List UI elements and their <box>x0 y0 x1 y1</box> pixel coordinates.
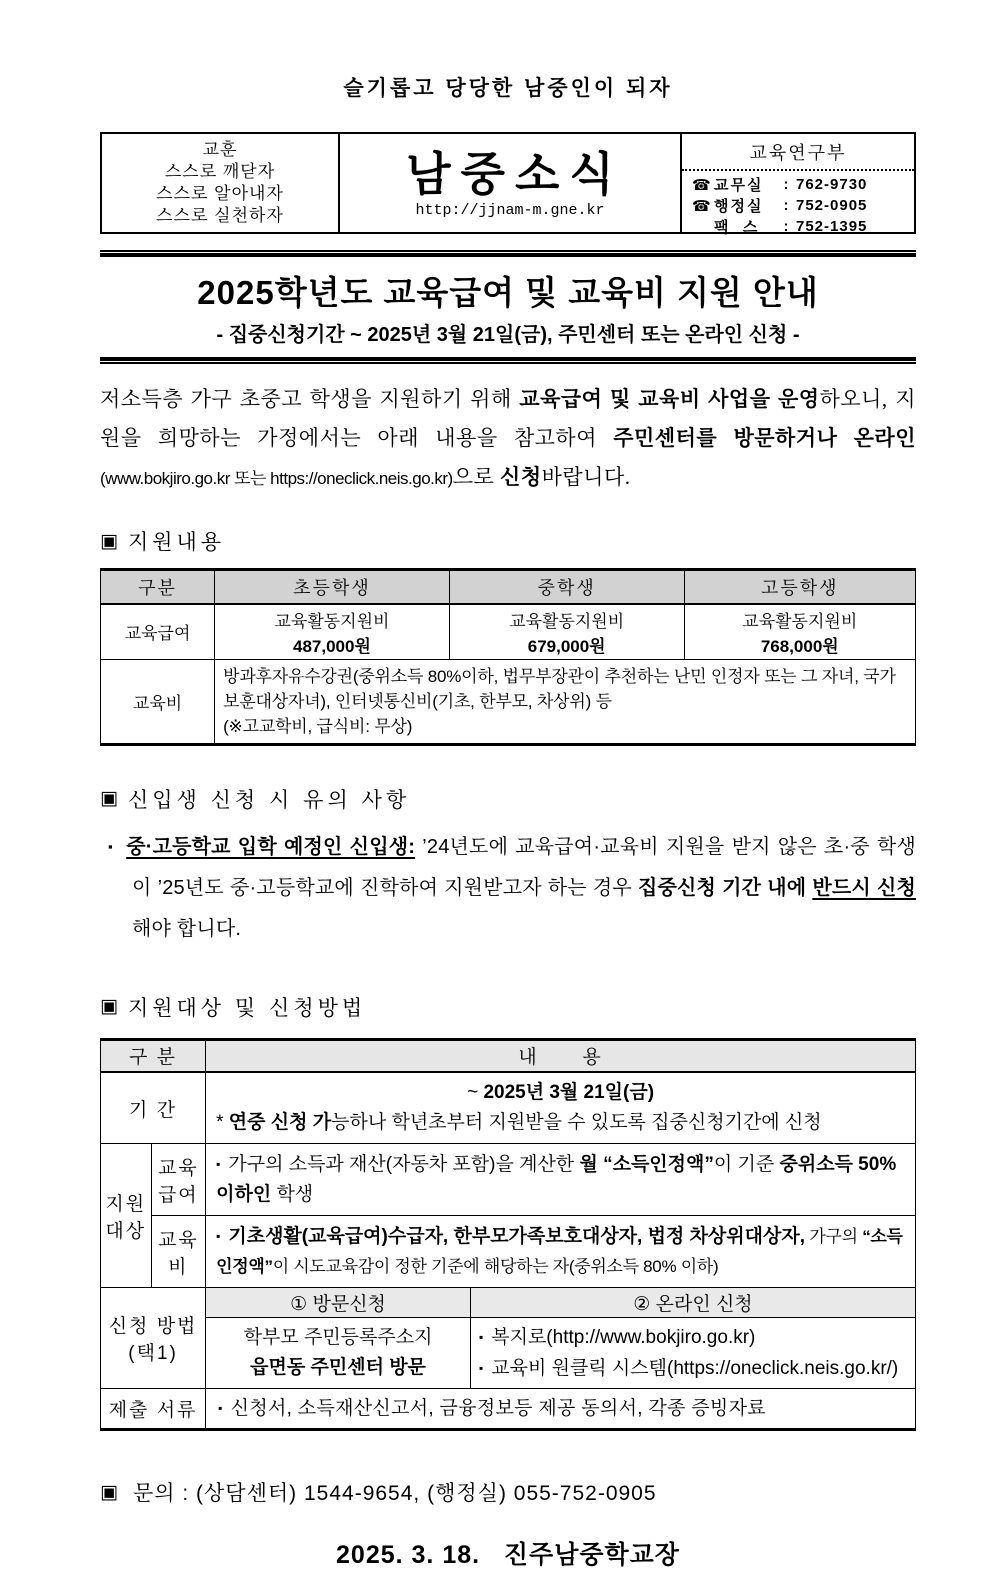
text-segment: 신청 <box>500 465 542 489</box>
phone-icon: ☎ <box>692 176 711 194</box>
period-note <box>216 1108 905 1138</box>
row-label: 기 간 <box>101 1072 206 1144</box>
section-heading-text: 신입생 신청 시 유의 사항 <box>127 788 411 812</box>
contact-label: 행정실 <box>714 198 764 215</box>
method-header-row <box>101 1288 916 1318</box>
apply-table-header-row <box>101 1039 916 1072</box>
text-segment: 저소득층 가구 초중고 학생을 지원하기 위해 <box>100 387 520 411</box>
text-segment: 중위소득 50% 이하인 <box>216 1154 897 1205</box>
contact-colon: : <box>783 176 789 193</box>
masthead <box>100 132 916 234</box>
row-label: 교육비 <box>101 659 215 744</box>
documents-content <box>206 1389 916 1430</box>
motto-line: 스스로 알아내자 <box>156 184 284 203</box>
contact-rows <box>682 171 914 240</box>
benefit-amount: 487,000원 <box>293 636 371 656</box>
motto-title: 교훈 <box>202 140 238 159</box>
text-segment: ~ <box>467 1082 484 1103</box>
contact-row <box>692 195 906 216</box>
contact-number: 752-0905 <box>796 197 868 214</box>
bullet-icon: ▪ <box>218 1401 223 1415</box>
text-segment: 반드시 신청 <box>812 876 917 899</box>
inquiry-text: 문의 : (상담센터) 1544-9654, (행정실) 055-752-0905 <box>132 1482 657 1505</box>
text-segment: 집중신청 기간 내에 <box>638 876 813 899</box>
section-marker-icon: ▣ <box>100 788 118 809</box>
title-rule-top <box>100 250 916 257</box>
section-heading-text: 지원대상 및 신청방법 <box>127 996 367 1020</box>
notice-text <box>126 836 916 940</box>
target-expense-row <box>101 1216 916 1288</box>
contact-colon: : <box>783 218 789 235</box>
target-benefit-text <box>216 1154 896 1205</box>
text-segment: 가구의 <box>804 1227 863 1246</box>
text-segment: “소득인정액” <box>216 1227 903 1276</box>
visit-column-header: ① 방문신청 <box>206 1288 471 1318</box>
support-table <box>100 568 916 746</box>
benefit-cell <box>215 604 450 660</box>
section-heading-text: 지원내용 <box>127 531 226 554</box>
text-segment: 교육급여 및 교육비 사업을 운영 <box>519 387 820 411</box>
contact-number: 762-9730 <box>796 176 868 193</box>
online-item <box>479 1353 907 1384</box>
bullet-icon: ▪ <box>478 1361 484 1375</box>
text-segment: 주민센터를 방문하거나 온라인 <box>613 426 916 450</box>
period-deadline <box>216 1078 905 1108</box>
inquiry-line <box>100 1477 916 1507</box>
contact-row <box>692 174 906 195</box>
period-content <box>206 1072 916 1144</box>
benefit-amount: 679,000원 <box>527 636 606 656</box>
title-block <box>100 250 916 364</box>
benefit-name: 교육활동지원비 <box>274 611 390 631</box>
method-label-line: (택1) <box>128 1343 178 1364</box>
contact-box <box>682 134 914 236</box>
text-segment: 2025년 3월 21일(금) <box>483 1082 655 1103</box>
benefit-row <box>101 604 916 660</box>
text-segment: 이 시도교육감이 정한 기준에 해당하는 자(중위소득 80% 이하) <box>272 1257 719 1276</box>
column-header: 구분 <box>101 570 215 604</box>
text-segment: * <box>216 1112 229 1133</box>
intro-paragraph <box>100 380 916 498</box>
text-segment: 연중 신청 가 <box>228 1112 332 1133</box>
benefit-name: 교육활동지원비 <box>742 611 858 631</box>
department-name: 교육연구부 <box>682 134 914 171</box>
online-item-text: 복지로(http://www.bokjiro.go.kr) <box>491 1327 756 1348</box>
expense-description <box>215 659 916 744</box>
bullet-icon: ▪ <box>216 1157 221 1171</box>
title-rule-bottom <box>100 357 916 364</box>
motto-line: 스스로 깨닫자 <box>164 162 276 181</box>
visit-method-cell <box>206 1318 471 1389</box>
contact-colon: : <box>783 197 789 214</box>
contact-row <box>692 216 906 237</box>
apply-table <box>100 1038 916 1432</box>
expense-row <box>101 659 916 744</box>
row-label: 지원 대상 <box>101 1144 152 1288</box>
target-expense-text <box>216 1226 903 1277</box>
section-heading-support <box>100 526 916 556</box>
documents-row <box>101 1389 916 1430</box>
target-benefit-content <box>206 1144 916 1216</box>
expense-line: 방과후자유수강권(중위소득 80%이하, 법무부장관이 추천하는 난민 인정자 또는 그 자녀, 국가보훈대상자녀), 인터넷통신비(기초, 한부모, 차상위) 등 <box>223 666 896 711</box>
contact-number: 752-1395 <box>796 218 868 235</box>
section-marker-icon: ▣ <box>100 996 118 1017</box>
date-signature: 2025. 3. 18. 진주남중학교장 <box>336 1541 680 1569</box>
sub-row-label: 교육 급여 <box>151 1144 206 1216</box>
visit-line: 학부모 주민등록주소지 <box>243 1327 433 1348</box>
bullet-icon: ▪ <box>108 838 115 854</box>
section-marker-icon: ▣ <box>100 1481 119 1503</box>
period-row <box>101 1072 916 1144</box>
newsletter-title: 남중소식 <box>406 147 624 200</box>
method-content-row <box>101 1318 916 1389</box>
method-label-line: 신청 방법 <box>108 1316 198 1337</box>
documents-text: 신청서, 소득재산신고서, 금융정보등 제공 동의서, 각종 증빙자료 <box>230 1398 766 1419</box>
section-marker-icon: ▣ <box>100 530 118 552</box>
text-segment: 중·고등학교 입학 예정인 신입생: <box>126 835 416 858</box>
text-segment: 하오니, 지원을 희망하는 가정에서는 아래 내용을 참고하여 <box>100 387 916 450</box>
row-label: 제출 서류 <box>101 1389 206 1430</box>
text-segment: 학생 <box>271 1184 314 1205</box>
row-label: 교육급여 <box>101 604 215 660</box>
online-item <box>479 1322 907 1353</box>
text-segment: 해야 합니다. <box>132 917 242 940</box>
column-header: 고등학생 <box>684 570 915 604</box>
column-header: 초등학생 <box>215 570 450 604</box>
bullet-icon: ▪ <box>478 1330 484 1344</box>
text-segment: 으로 <box>452 465 501 489</box>
benefit-cell <box>449 604 684 660</box>
text-segment: 가구의 소득과 재산(자동차 포함)을 계산한 <box>228 1154 580 1175</box>
column-header: 구 분 <box>101 1039 206 1072</box>
sub-row-label: 교육 비 <box>151 1216 206 1288</box>
text-segment: (www.bokjiro.go.kr 또는 https://oneclick.neis.go.kr) <box>100 469 453 488</box>
online-item-text: 교육비 원클릭 시스템(https://oneclick.neis.go.kr/) <box>491 1358 899 1379</box>
row-label <box>101 1288 206 1389</box>
motto-line: 스스로 실천하자 <box>156 206 284 225</box>
online-column-header: ② 온라인 신청 <box>470 1288 915 1318</box>
contact-label: 교무실 <box>714 177 764 194</box>
text-segment: ’24년도에 교육급여·교육비 지원을 받지 않은 초·중 학생이 ’25년도 중·고등학교에 진학하여 지원받고자 하는 경우 <box>132 835 917 899</box>
visit-line: 읍면동 주민센터 방문 <box>250 1357 426 1378</box>
benefit-cell <box>684 604 915 660</box>
newsletter-banner <box>340 134 682 232</box>
benefit-amount: 768,000원 <box>760 636 839 656</box>
phone-icon: ☎ <box>692 197 711 215</box>
document-title: 2025학년도 교육급여 및 교육비 지원 안내 <box>197 274 819 311</box>
school-url: http://jjnam-m.gne.kr <box>415 201 605 219</box>
column-header: 중학생 <box>449 570 684 604</box>
text-segment: 월 “소득인정액” <box>579 1154 714 1175</box>
document-page <box>0 72 992 1569</box>
section-heading-notice <box>100 784 916 814</box>
support-table-header-row <box>101 570 916 604</box>
online-method-cell <box>470 1318 915 1389</box>
benefit-name: 교육활동지원비 <box>509 611 625 631</box>
text-segment: 기초생활(교육급여)수급자, 한부모가족보호대상자, 법정 차상위대상자, <box>228 1226 805 1247</box>
document-subtitle: - 집중신청기간 ~ 2025년 3월 21일(금), 주민센터 또는 온라인 신청 - <box>216 324 800 346</box>
bullet-icon: ▪ <box>216 1229 221 1243</box>
school-slogan: 슬기롭고 당당한 남중인이 되자 <box>343 77 673 100</box>
target-benefit-row <box>101 1144 916 1216</box>
section-heading-apply <box>100 992 916 1022</box>
school-motto <box>102 134 340 232</box>
text-segment: 능하나 학년초부터 지원받을 수 있도록 집중신청기간에 신청 <box>331 1112 822 1133</box>
contact-label: 팩 스 <box>714 219 760 236</box>
text-segment: 이 기준 <box>713 1154 780 1175</box>
expense-line: (※고교학비, 급식비: 무상) <box>223 716 413 736</box>
notice-bullet-paragraph <box>100 826 916 950</box>
column-header: 내 용 <box>206 1039 916 1072</box>
text-segment: 바랍니다. <box>541 465 631 489</box>
target-expense-content <box>206 1216 916 1288</box>
